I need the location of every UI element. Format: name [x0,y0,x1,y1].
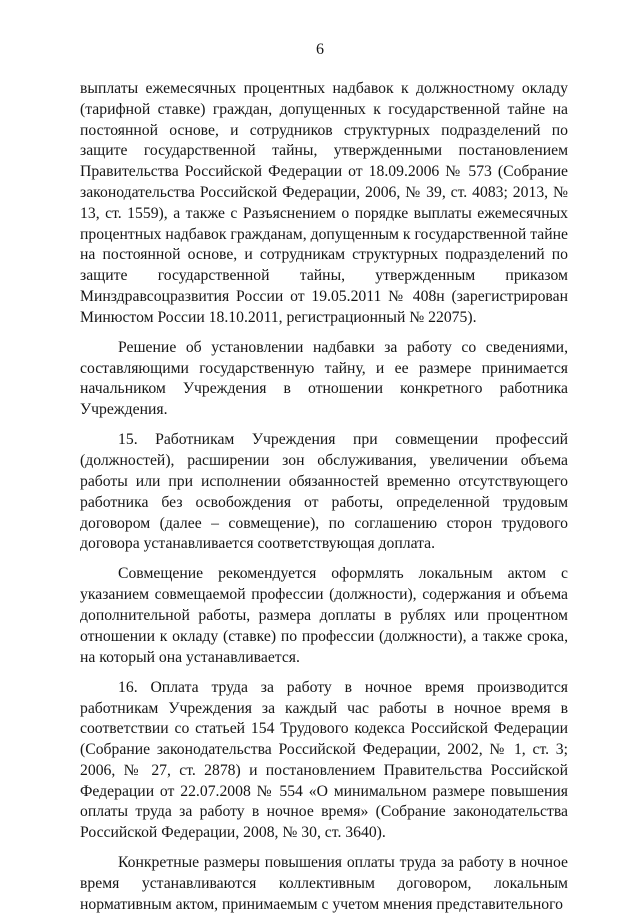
paragraph-clause-15: 15. Работникам Учреждения при совмещении профессий (должностей), расширении зон обслуживания, увеличении объема работы или при исполнении обязанностей временно отсутствующего работника без освобождения от работы, определенной трудовым договором (далее – совмещение), по соглашению сторон трудового договора устанавливается соответствующая доплата. [80,431,568,553]
paragraph-continuation: выплаты ежемесячных процентных надбавок к должностному окладу (тарифной ставке) граждан, допущенных к государственной тайне на постоянной основе, и сотрудников структурных подразделений по защите государственной тайны, утвержденными постановлением Правительства Российской Федерации от 18.09.2006 № 573 (Собрание законодательства Российской Федерации, 2006, № 39, ст. 4083; 2013, № 13, ст. 1559), а также с Разъяснением о порядке выплаты ежемесячных процентных надбавок гражданам, допущенным к государственной тайне на постоянной основе, и сотрудникам структурных подразделений по защите государственной тайны, утвержденным приказом Минздравсоцразвития России от 19.05.2011 № 408н (зарегистрирован Минюстом России 18.10.2011, регистрационный № 22075). [80,80,568,326]
paragraph-night-pay: Конкретные размеры повышения оплаты труда за работу в ночное время устанавливаются коллективным договором, локальным нормативным актом, принимаемым с учетом мнения представительного [80,854,568,913]
page-number: 6 [316,41,324,58]
paragraph-clause-16: 16. Оплата труда за работу в ночное время производится работникам Учреждения за каждый час работы в ночное время в соответствии со статьей 154 Трудового кодекса Российской Федерации (Собрание законодательства Российской Федерации, 2002, № 1, ст. 3; 2006, № 27, ст. 2878) и постановлением Правительства Российской Федерации от 22.07.2008 № 554 «О минимальном размере повышения оплаты труда за работу в ночное время» (Собрание законодательства Российской Федерации, 2008, № 30, ст. 3640). [80,678,568,842]
document-body [80,79,568,916]
paragraph-allowance-decision: Решение об установлении надбавки за работу со сведениями, составляющими государственную тайну, и ее размере принимается начальником Учреждения в отношении конкретного работника Учреждения. [80,338,568,419]
paragraph-combination: Совмещение рекомендуется оформлять локальным актом с указанием совмещаемой профессии (должности), содержания и объема дополнительной работы, размера доплаты в рублях или процентном отношении к окладу (ставке) по профессии (должности), а также срока, на который она устанавливается. [80,565,568,666]
